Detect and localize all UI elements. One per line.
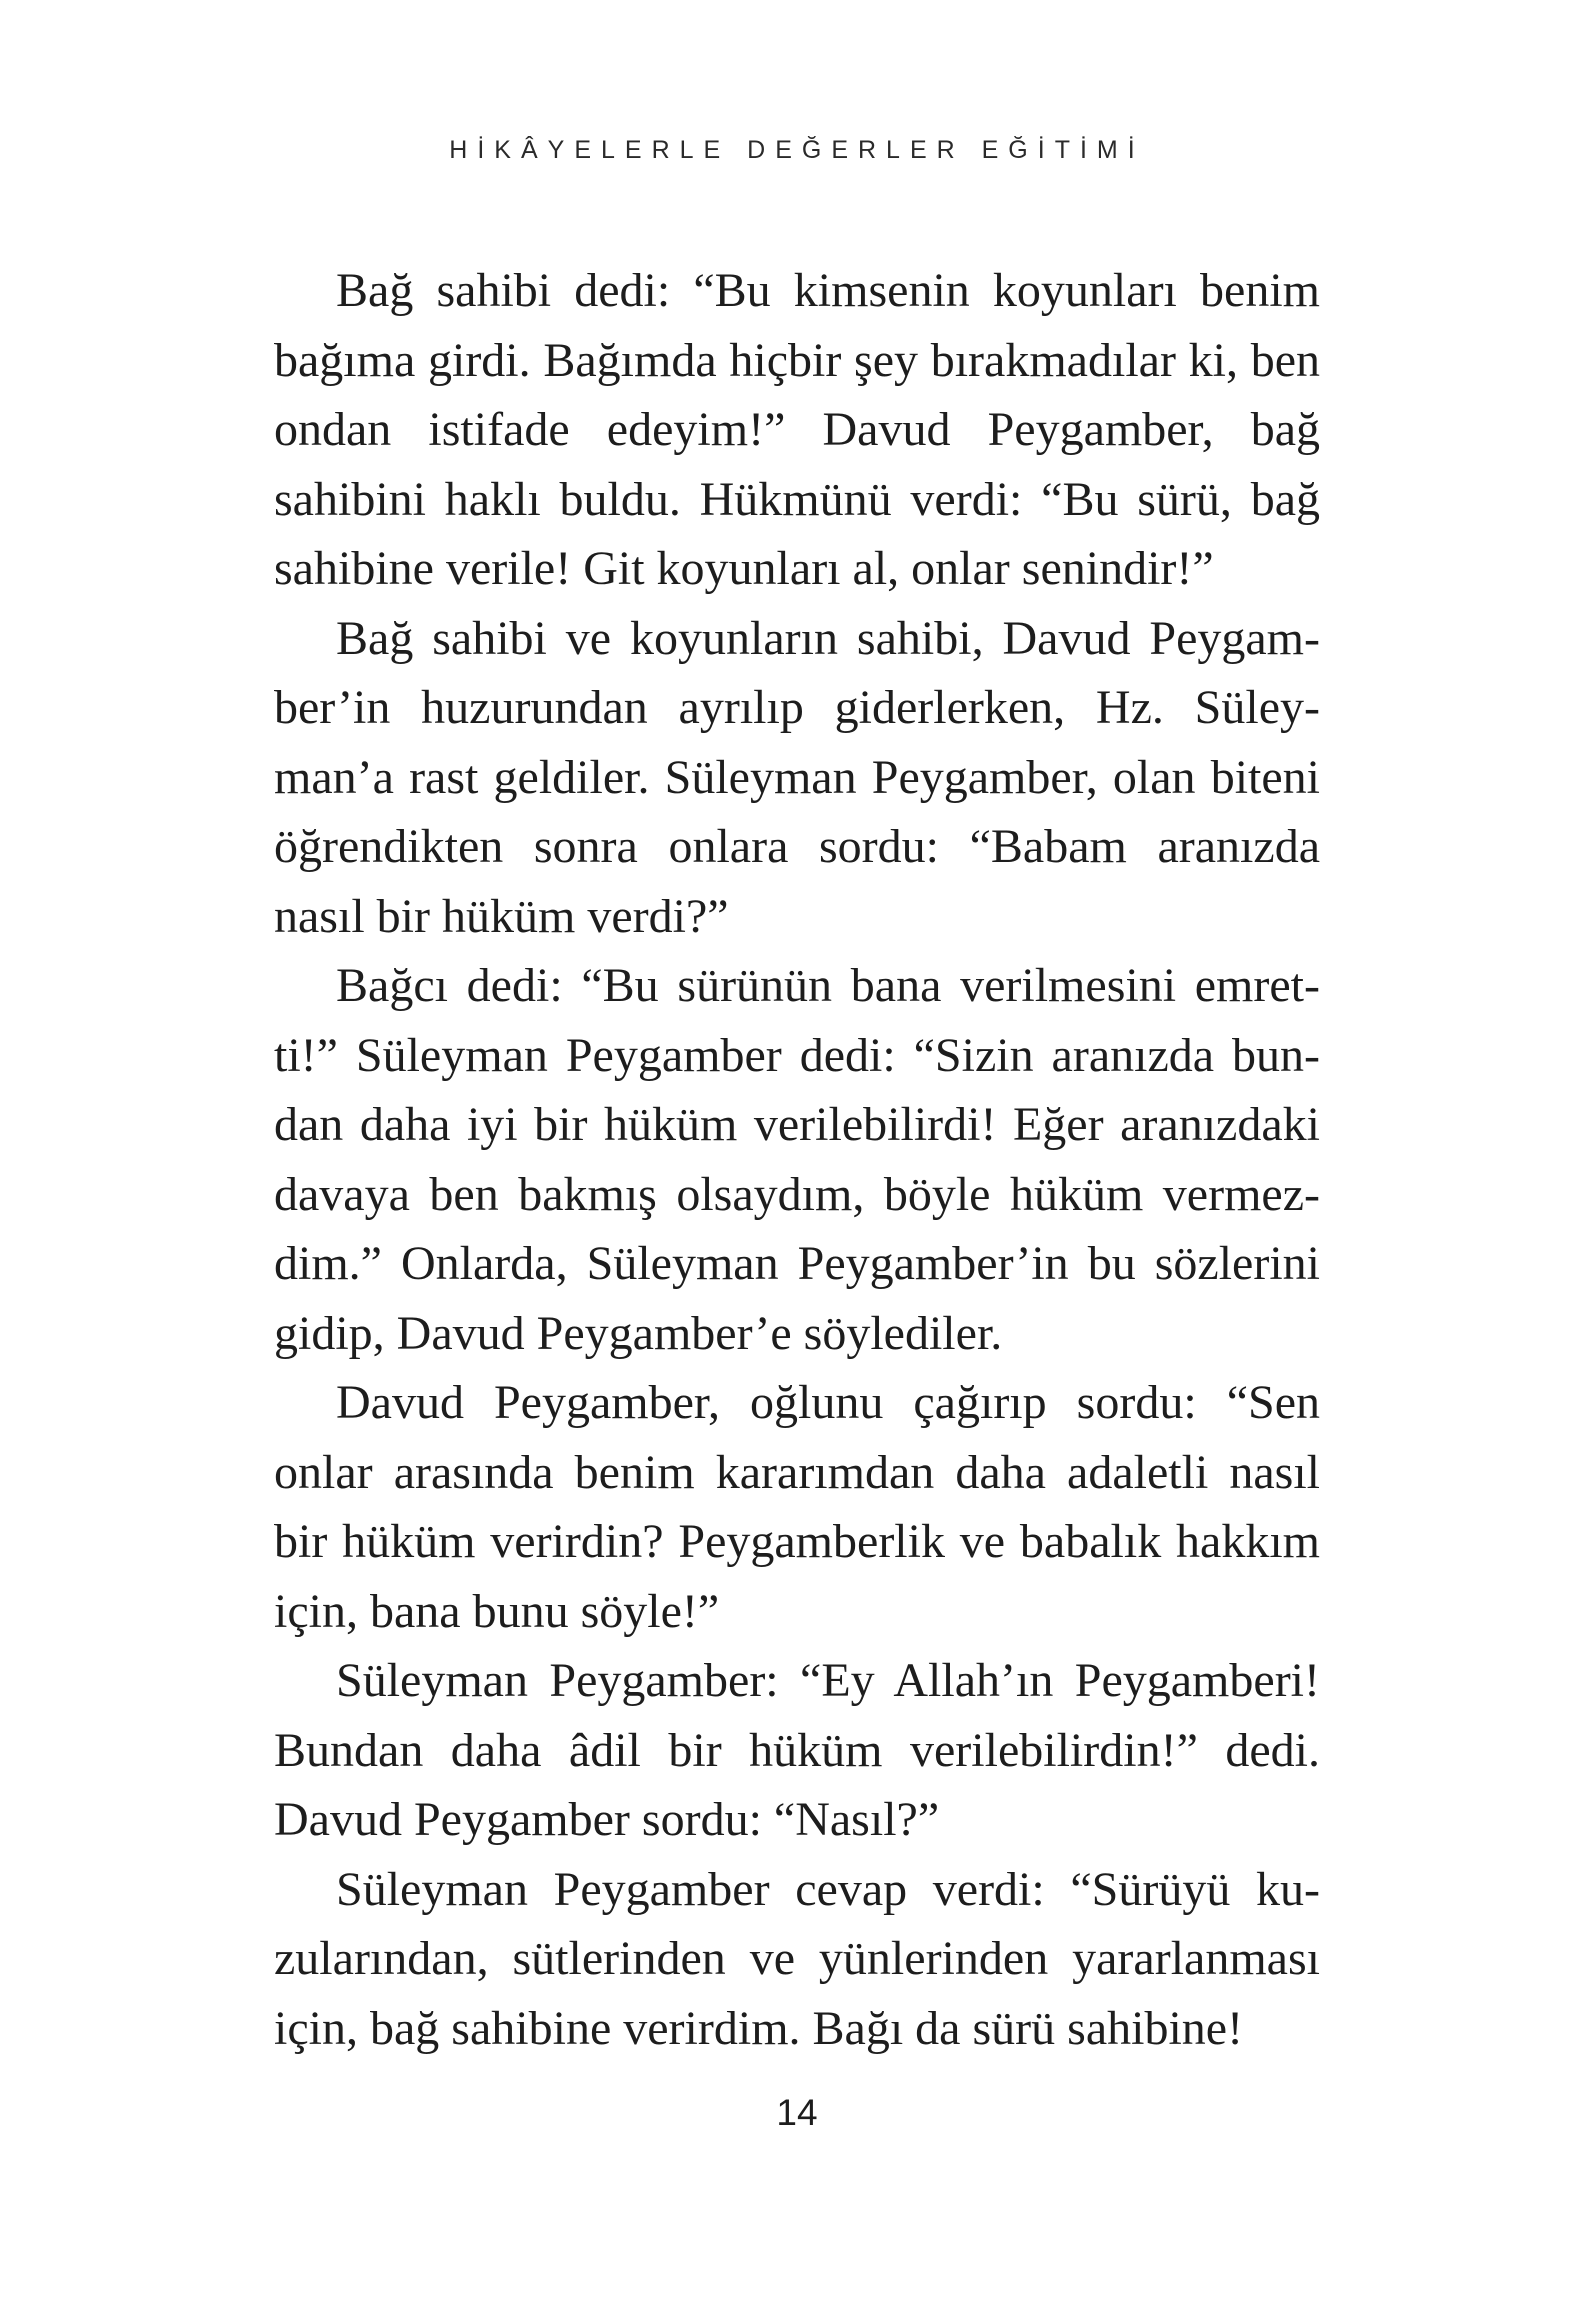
running-header: HİKÂYELERLE DEĞERLER EĞİTİMİ	[449, 136, 1145, 164]
paragraph: Bağ sahibi dedi: “Bu kimsenin koyunları benim bağıma girdi. Bağımda hiçbir şey bırakmadılar ki, ben ondan istifade edeyim!” Davud Peygamber, bağ sahibini haklı buldu. Hükmünü verdi: “Bu sürü, bağ sahibine verile! Git koyunları al, onlar senindir!”	[274, 264, 1320, 595]
paragraph: Süleyman Peygamber cevap verdi: “Sürüyü kuzularından, sütlerinden ve yünlerinden yararlanması için, bağ sahibine verirdim. Bağı da sürü sahibine!	[274, 1862, 1320, 2055]
paragraph: Davud Peygamber, oğlunu çağırıp sordu: “Sen onlar arasında benim kararımdan daha adaletli nasıl bir hüküm verirdin? Peygamberlik ve babalık hakkım için, bana bunu söyle!”	[274, 1376, 1320, 1638]
paragraph: Süleyman Peygamber: “Ey Allah’ın Peygamberi! Bundan daha âdil bir hüküm verilebilirdin!” dedi. Davud Peygamber sordu: “Nasıl?”	[274, 1654, 1320, 1846]
paragraph: Bağcı dedi: “Bu sürünün bana verilmesini emretti!” Süleyman Peygamber dedi: “Sizin aranızda bundan daha iyi bir hüküm verilebilirdi! Eğer aranızdaki davaya ben bakmış olsaydım, böyle hüküm vermezdim.” Onlarda, Süleyman Peygamber’in bu sözlerini gidip, Davud Peygamber’e söylediler.	[274, 959, 1320, 1360]
paragraph: Bağ sahibi ve koyunların sahibi, Davud Peygamber’in huzurundan ayrılıp giderlerken, Hz. Süleyman’a rast geldiler. Süleyman Peygamber, olan biteni öğrendikten sonra onlara sordu: “Babam aranızda nasıl bir hüküm verdi?”	[274, 611, 1320, 943]
page-number: 14	[776, 2092, 818, 2133]
body-text	[274, 256, 1320, 2063]
